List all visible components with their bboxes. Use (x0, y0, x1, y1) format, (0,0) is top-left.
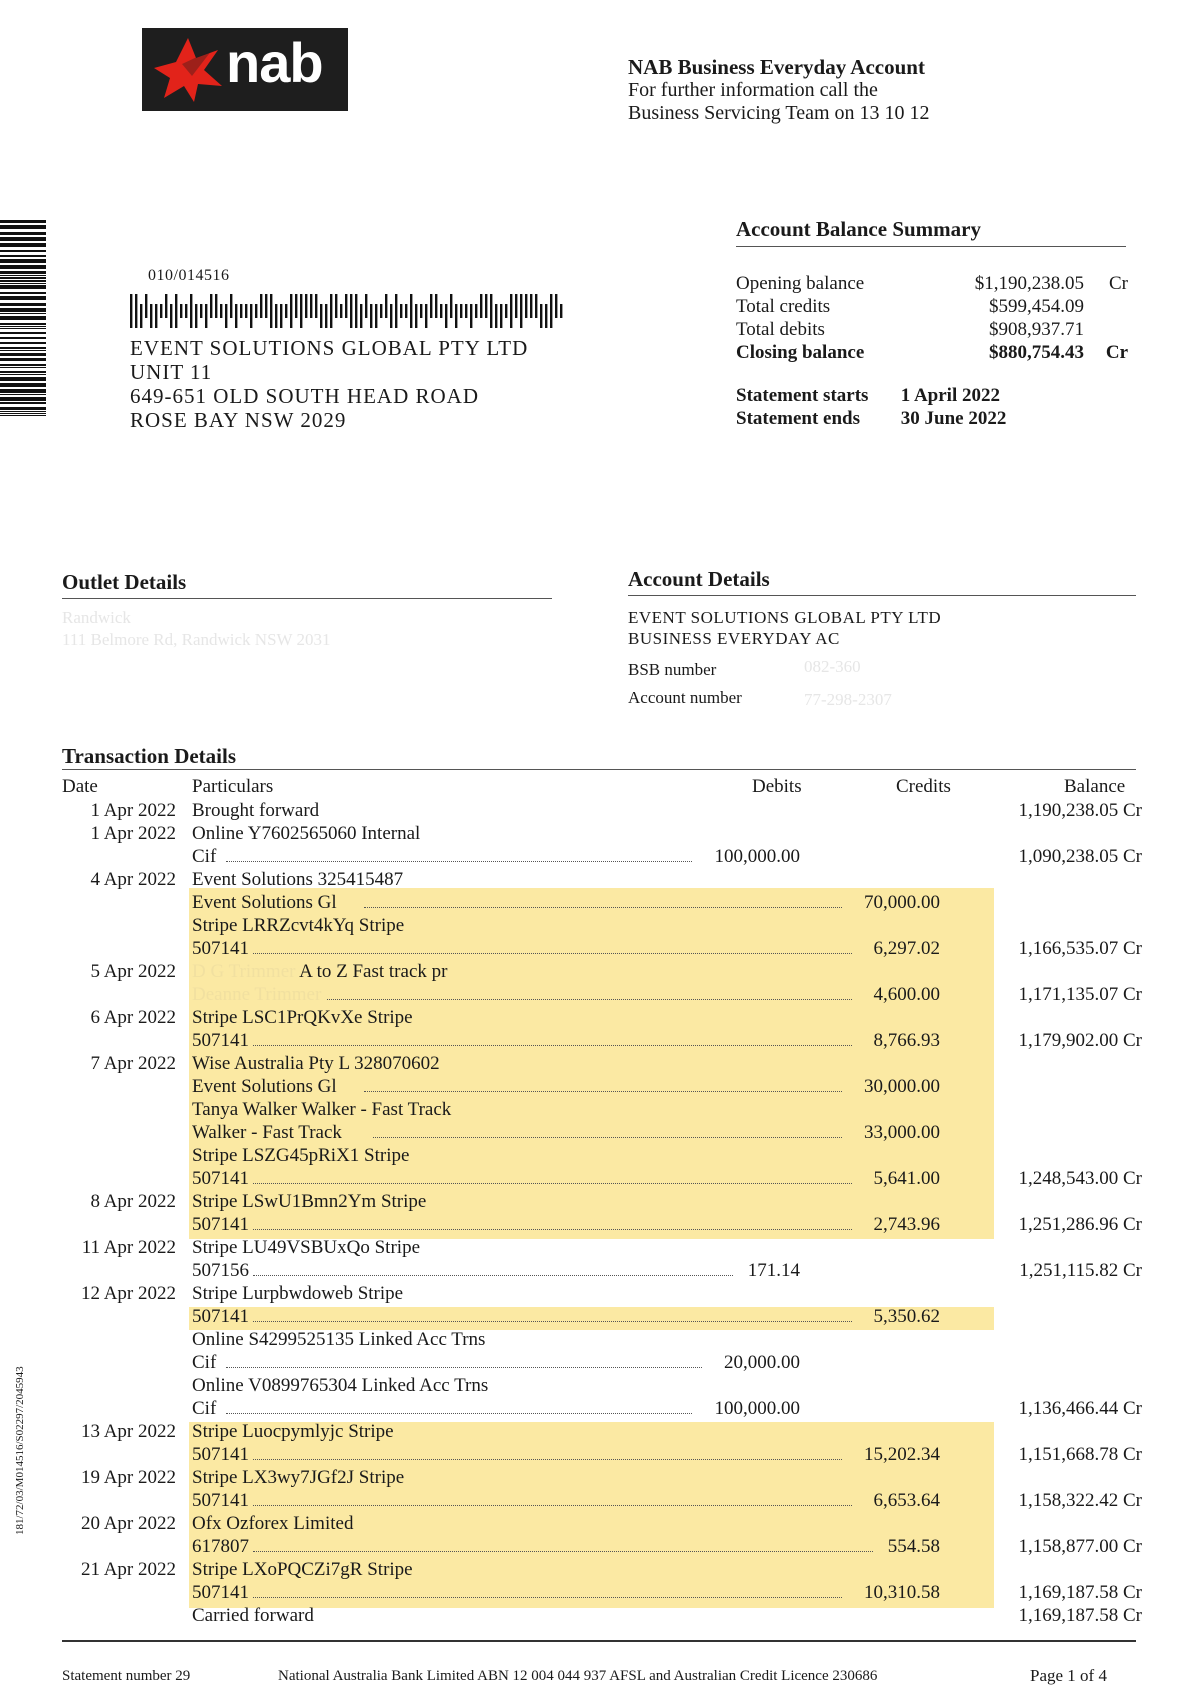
transaction-row (62, 1490, 1142, 1513)
statement-starts-date: 1 April 2022 (900, 385, 1000, 406)
statement-starts-label: Statement starts (736, 385, 869, 406)
transaction-particulars: Event Solutions Gl (192, 892, 337, 913)
account-type: BUSINESS EVERYDAY AC (628, 629, 840, 648)
transaction-row (62, 1191, 1142, 1214)
transaction-row (62, 1099, 1142, 1122)
transaction-divider (62, 769, 1136, 770)
transaction-particulars: Stripe LSwU1Bmn2Ym Stripe (192, 1191, 427, 1212)
credit-amount: 33,000.00 (864, 1122, 940, 1143)
transaction-row (62, 1122, 1142, 1145)
side-barcode (0, 220, 46, 418)
transaction-row (62, 1582, 1142, 1605)
transaction-particulars: Cif (192, 846, 217, 867)
debit-amount: 20,000.00 (724, 1352, 800, 1373)
transaction-date: 13 Apr 2022 (81, 1421, 176, 1442)
transaction-balance: 1,169,187.58 Cr (1018, 1582, 1142, 1603)
info-line-1: For further information call the (628, 79, 878, 101)
leader-dots (373, 1122, 842, 1138)
transaction-row (62, 1444, 1142, 1467)
address-line: 649-651 OLD SOUTH HEAD ROAD (130, 384, 479, 408)
transaction-date: 19 Apr 2022 (81, 1467, 176, 1488)
transaction-particulars: D G Trimmer A to Z Fast track pr (192, 961, 448, 982)
nab-star-icon (152, 36, 224, 104)
side-code: 181/72/03/M014516/S02297/2045943 (14, 1366, 26, 1535)
transaction-balance: 1,251,115.82 Cr (1019, 1260, 1142, 1281)
account-type-title: NAB Business Everyday Account (628, 55, 925, 79)
transaction-particulars: Online V0899765304 Linked Acc Trns (192, 1375, 489, 1396)
transaction-particulars: Stripe LSC1PrQKvXe Stripe (192, 1007, 413, 1028)
transaction-particulars: 507141 (192, 1490, 249, 1511)
transaction-balance: 1,151,668.78 Cr (1018, 1444, 1142, 1465)
summary-label: Total credits (736, 296, 831, 317)
col-header-balance: Balance (1064, 776, 1126, 797)
transaction-row (62, 938, 1142, 961)
transaction-particulars: 507141 (192, 1030, 249, 1051)
balance-summary-title: Account Balance Summary (736, 217, 1126, 247)
transaction-date: 11 Apr 2022 (81, 1237, 176, 1258)
transaction-particulars: Brought forward (192, 800, 320, 821)
credit-amount: 5,641.00 (873, 1168, 940, 1189)
transaction-particulars: 507141 (192, 938, 249, 959)
transaction-particulars: 507141 (192, 1168, 249, 1189)
credit-amount: 2,743.96 (873, 1214, 940, 1235)
account-details-title: Account Details (628, 567, 1136, 596)
transaction-row (62, 1053, 1142, 1076)
transaction-row (62, 1260, 1142, 1283)
summary-value: $908,937.71 (989, 319, 1084, 340)
address-line: UNIT 11 (130, 360, 213, 384)
transaction-particulars: 507141 (192, 1214, 249, 1235)
transaction-particulars: Stripe LRRZcvt4kYq Stripe (192, 915, 405, 936)
transaction-row (62, 915, 1142, 938)
transaction-date: 8 Apr 2022 (90, 1191, 176, 1212)
transaction-balance: 1,169,187.58 Cr (1018, 1605, 1142, 1626)
transaction-row (62, 1214, 1142, 1237)
transaction-row (62, 1375, 1142, 1398)
credit-amount: 70,000.00 (864, 892, 940, 913)
transaction-row (62, 1559, 1142, 1582)
transaction-particulars: Carried forward (192, 1605, 314, 1626)
leader-dots (226, 1398, 692, 1414)
leader-dots (253, 1306, 852, 1322)
credit-amount: 5,350.62 (873, 1306, 940, 1327)
mail-reference: 010/014516 (148, 267, 230, 284)
transaction-row (62, 984, 1142, 1007)
leader-dots (253, 1214, 852, 1230)
transaction-row (62, 1283, 1142, 1306)
transaction-row (62, 1421, 1142, 1444)
legal-notice: National Australia Bank Limited ABN 12 004 044 937 AFSL and Australian Credit Licence 230686 (278, 1668, 878, 1684)
col-header-credits: Credits (896, 776, 951, 797)
leader-dots (364, 1076, 843, 1092)
transaction-particulars: Stripe LX3wy7JGf2J Stripe (192, 1467, 405, 1488)
leader-dots (253, 1168, 852, 1184)
transaction-particulars: Stripe LSZG45pRiX1 Stripe (192, 1145, 410, 1166)
statement-ends (736, 408, 1006, 430)
summary-label: Opening balance (736, 273, 865, 294)
bsb-number: 082-360 (804, 657, 861, 676)
summary-row-credits (736, 296, 1128, 319)
transaction-particulars: 617807 (192, 1536, 249, 1557)
address-line: ROSE BAY NSW 2029 (130, 408, 347, 432)
transaction-row (62, 846, 1142, 869)
transaction-row (62, 1352, 1142, 1375)
leader-dots (253, 1490, 852, 1506)
transaction-balance: 1,090,238.05 Cr (1018, 846, 1142, 867)
account-number-label: Account number (628, 688, 742, 707)
transaction-balance: 1,171,135.07 Cr (1018, 984, 1142, 1005)
summary-cr: Cr (1105, 342, 1128, 363)
statement-ends-label: Statement ends (736, 408, 861, 429)
transaction-particulars: 507156 (192, 1260, 249, 1281)
transaction-date: 12 Apr 2022 (81, 1283, 176, 1304)
summary-label: Total debits (736, 319, 825, 340)
credit-amount: 15,202.34 (864, 1444, 940, 1465)
credit-amount: 6,653.64 (873, 1490, 940, 1511)
bsb-label: BSB number (628, 660, 717, 679)
debit-amount: 100,000.00 (714, 1398, 800, 1419)
leader-dots (253, 938, 852, 954)
credit-amount: 30,000.00 (864, 1076, 940, 1097)
transaction-row (62, 1398, 1142, 1421)
summary-cr: Cr (1109, 273, 1128, 294)
col-header-debits: Debits (752, 776, 802, 797)
summary-row-opening (736, 273, 1128, 296)
transaction-date: 7 Apr 2022 (90, 1053, 176, 1074)
summary-value: $1,190,238.05 (974, 273, 1084, 294)
transaction-date: 6 Apr 2022 (90, 1007, 176, 1028)
transaction-particulars: Cif (192, 1352, 217, 1373)
transaction-balance: 1,136,466.44 Cr (1018, 1398, 1142, 1419)
transaction-balance: 1,158,322.42 Cr (1018, 1490, 1142, 1511)
transaction-row (62, 961, 1142, 984)
transaction-date: 20 Apr 2022 (81, 1513, 176, 1534)
summary-row-debits (736, 319, 1128, 342)
transaction-particulars: Deanne Trimmer (192, 984, 322, 1005)
leader-dots (226, 1352, 703, 1368)
leader-dots (253, 1030, 852, 1046)
summary-row-closing (736, 342, 1128, 365)
transaction-row (62, 892, 1142, 915)
col-header-particulars: Particulars (192, 776, 274, 797)
transaction-particulars: Online Y7602565060 Internal (192, 823, 421, 844)
leader-dots (253, 1536, 873, 1552)
outlet-name: Randwick (62, 608, 131, 627)
transaction-particulars: Event Solutions Gl (192, 1076, 337, 1097)
transaction-balance: 1,179,902.00 Cr (1018, 1030, 1142, 1051)
nab-logo (142, 28, 348, 111)
statement-header (628, 56, 930, 125)
transaction-balance: 1,248,543.00 Cr (1018, 1168, 1142, 1189)
transaction-balance: 1,158,877.00 Cr (1018, 1536, 1142, 1557)
transaction-row (62, 1168, 1142, 1191)
transaction-particulars: 507141 (192, 1306, 249, 1327)
leader-dots (327, 984, 853, 1000)
transaction-particulars: Tanya Walker Walker - Fast Track (192, 1099, 452, 1120)
debit-amount: 100,000.00 (714, 846, 800, 867)
transaction-date: 1 Apr 2022 (90, 823, 176, 844)
page-number: Page 1 of 4 (1030, 1666, 1107, 1685)
transaction-date: 1 Apr 2022 (90, 800, 176, 821)
transaction-row (62, 800, 1142, 823)
transaction-row (62, 823, 1142, 846)
transaction-balance: 1,166,535.07 Cr (1018, 938, 1142, 959)
transaction-row (62, 1513, 1142, 1536)
transaction-particulars: 507141 (192, 1582, 249, 1603)
statement-number: Statement number 29 (62, 1668, 191, 1684)
credit-amount: 10,310.58 (864, 1582, 940, 1603)
transaction-row (62, 1536, 1142, 1559)
transaction-date: 5 Apr 2022 (90, 961, 176, 982)
transaction-row (62, 1467, 1142, 1490)
footer-divider (62, 1640, 1136, 1642)
leader-dots (364, 892, 843, 908)
transaction-row (62, 1007, 1142, 1030)
transaction-particulars: Event Solutions 325415487 (192, 869, 404, 890)
leader-dots (253, 1260, 733, 1276)
transaction-details-title: Transaction Details (62, 744, 237, 768)
col-header-date: Date (62, 776, 98, 797)
leader-dots (253, 1444, 842, 1460)
summary-value: $880,754.43 (989, 342, 1084, 363)
summary-label: Closing balance (736, 342, 865, 363)
transaction-particulars: Stripe Lurpbwdoweb Stripe (192, 1283, 404, 1304)
transaction-row (62, 1329, 1142, 1352)
transaction-particulars: Wise Australia Pty L 328070602 (192, 1053, 440, 1074)
transaction-row (62, 1306, 1142, 1329)
transaction-particulars: Online S4299525135 Linked Acc Trns (192, 1329, 486, 1350)
transaction-row (62, 869, 1142, 892)
credit-amount: 8,766.93 (873, 1030, 940, 1051)
transaction-date: 21 Apr 2022 (81, 1559, 176, 1580)
transaction-particulars: Stripe LU49VSBUxQo Stripe (192, 1237, 420, 1258)
transaction-row (62, 1030, 1142, 1053)
address-line: EVENT SOLUTIONS GLOBAL PTY LTD (130, 336, 529, 360)
credit-amount: 554.58 (887, 1536, 940, 1557)
credit-amount: 4,600.00 (873, 984, 940, 1005)
transaction-balance: 1,251,286.96 Cr (1018, 1214, 1142, 1235)
nab-wordmark: nab (226, 31, 323, 94)
info-line-2: Business Servicing Team on 13 10 12 (628, 102, 930, 124)
statement-starts (736, 385, 1000, 407)
transaction-date: 4 Apr 2022 (90, 869, 176, 890)
credit-amount: 6,297.02 (873, 938, 940, 959)
transaction-particulars: Stripe LXoPQCZi7gR Stripe (192, 1559, 413, 1580)
postal-barcode (128, 294, 568, 328)
transaction-particulars: Stripe Luocpymlyjc Stripe (192, 1421, 394, 1442)
transaction-balance: 1,190,238.05 Cr (1018, 800, 1142, 821)
statement-ends-date: 30 June 2022 (900, 408, 1007, 429)
mailing-address (130, 336, 528, 432)
transaction-row (62, 1605, 1142, 1628)
outlet-details-title: Outlet Details (62, 570, 552, 599)
debit-amount: 171.14 (747, 1260, 800, 1281)
transaction-particulars: Ofx Ozforex Limited (192, 1513, 354, 1534)
summary-value: $599,454.09 (989, 296, 1084, 317)
transaction-particulars: Cif (192, 1398, 217, 1419)
outlet-address: 111 Belmore Rd, Randwick NSW 2031 (62, 630, 331, 649)
account-holder: EVENT SOLUTIONS GLOBAL PTY LTD (628, 608, 942, 627)
transaction-row (62, 1145, 1142, 1168)
leader-dots (226, 846, 692, 862)
transaction-row (62, 1237, 1142, 1260)
transaction-particulars: 507141 (192, 1444, 249, 1465)
transaction-particulars: Walker - Fast Track (192, 1122, 342, 1143)
leader-dots (253, 1582, 842, 1598)
account-number: 77-298-2307 (804, 690, 892, 709)
transaction-row (62, 1076, 1142, 1099)
